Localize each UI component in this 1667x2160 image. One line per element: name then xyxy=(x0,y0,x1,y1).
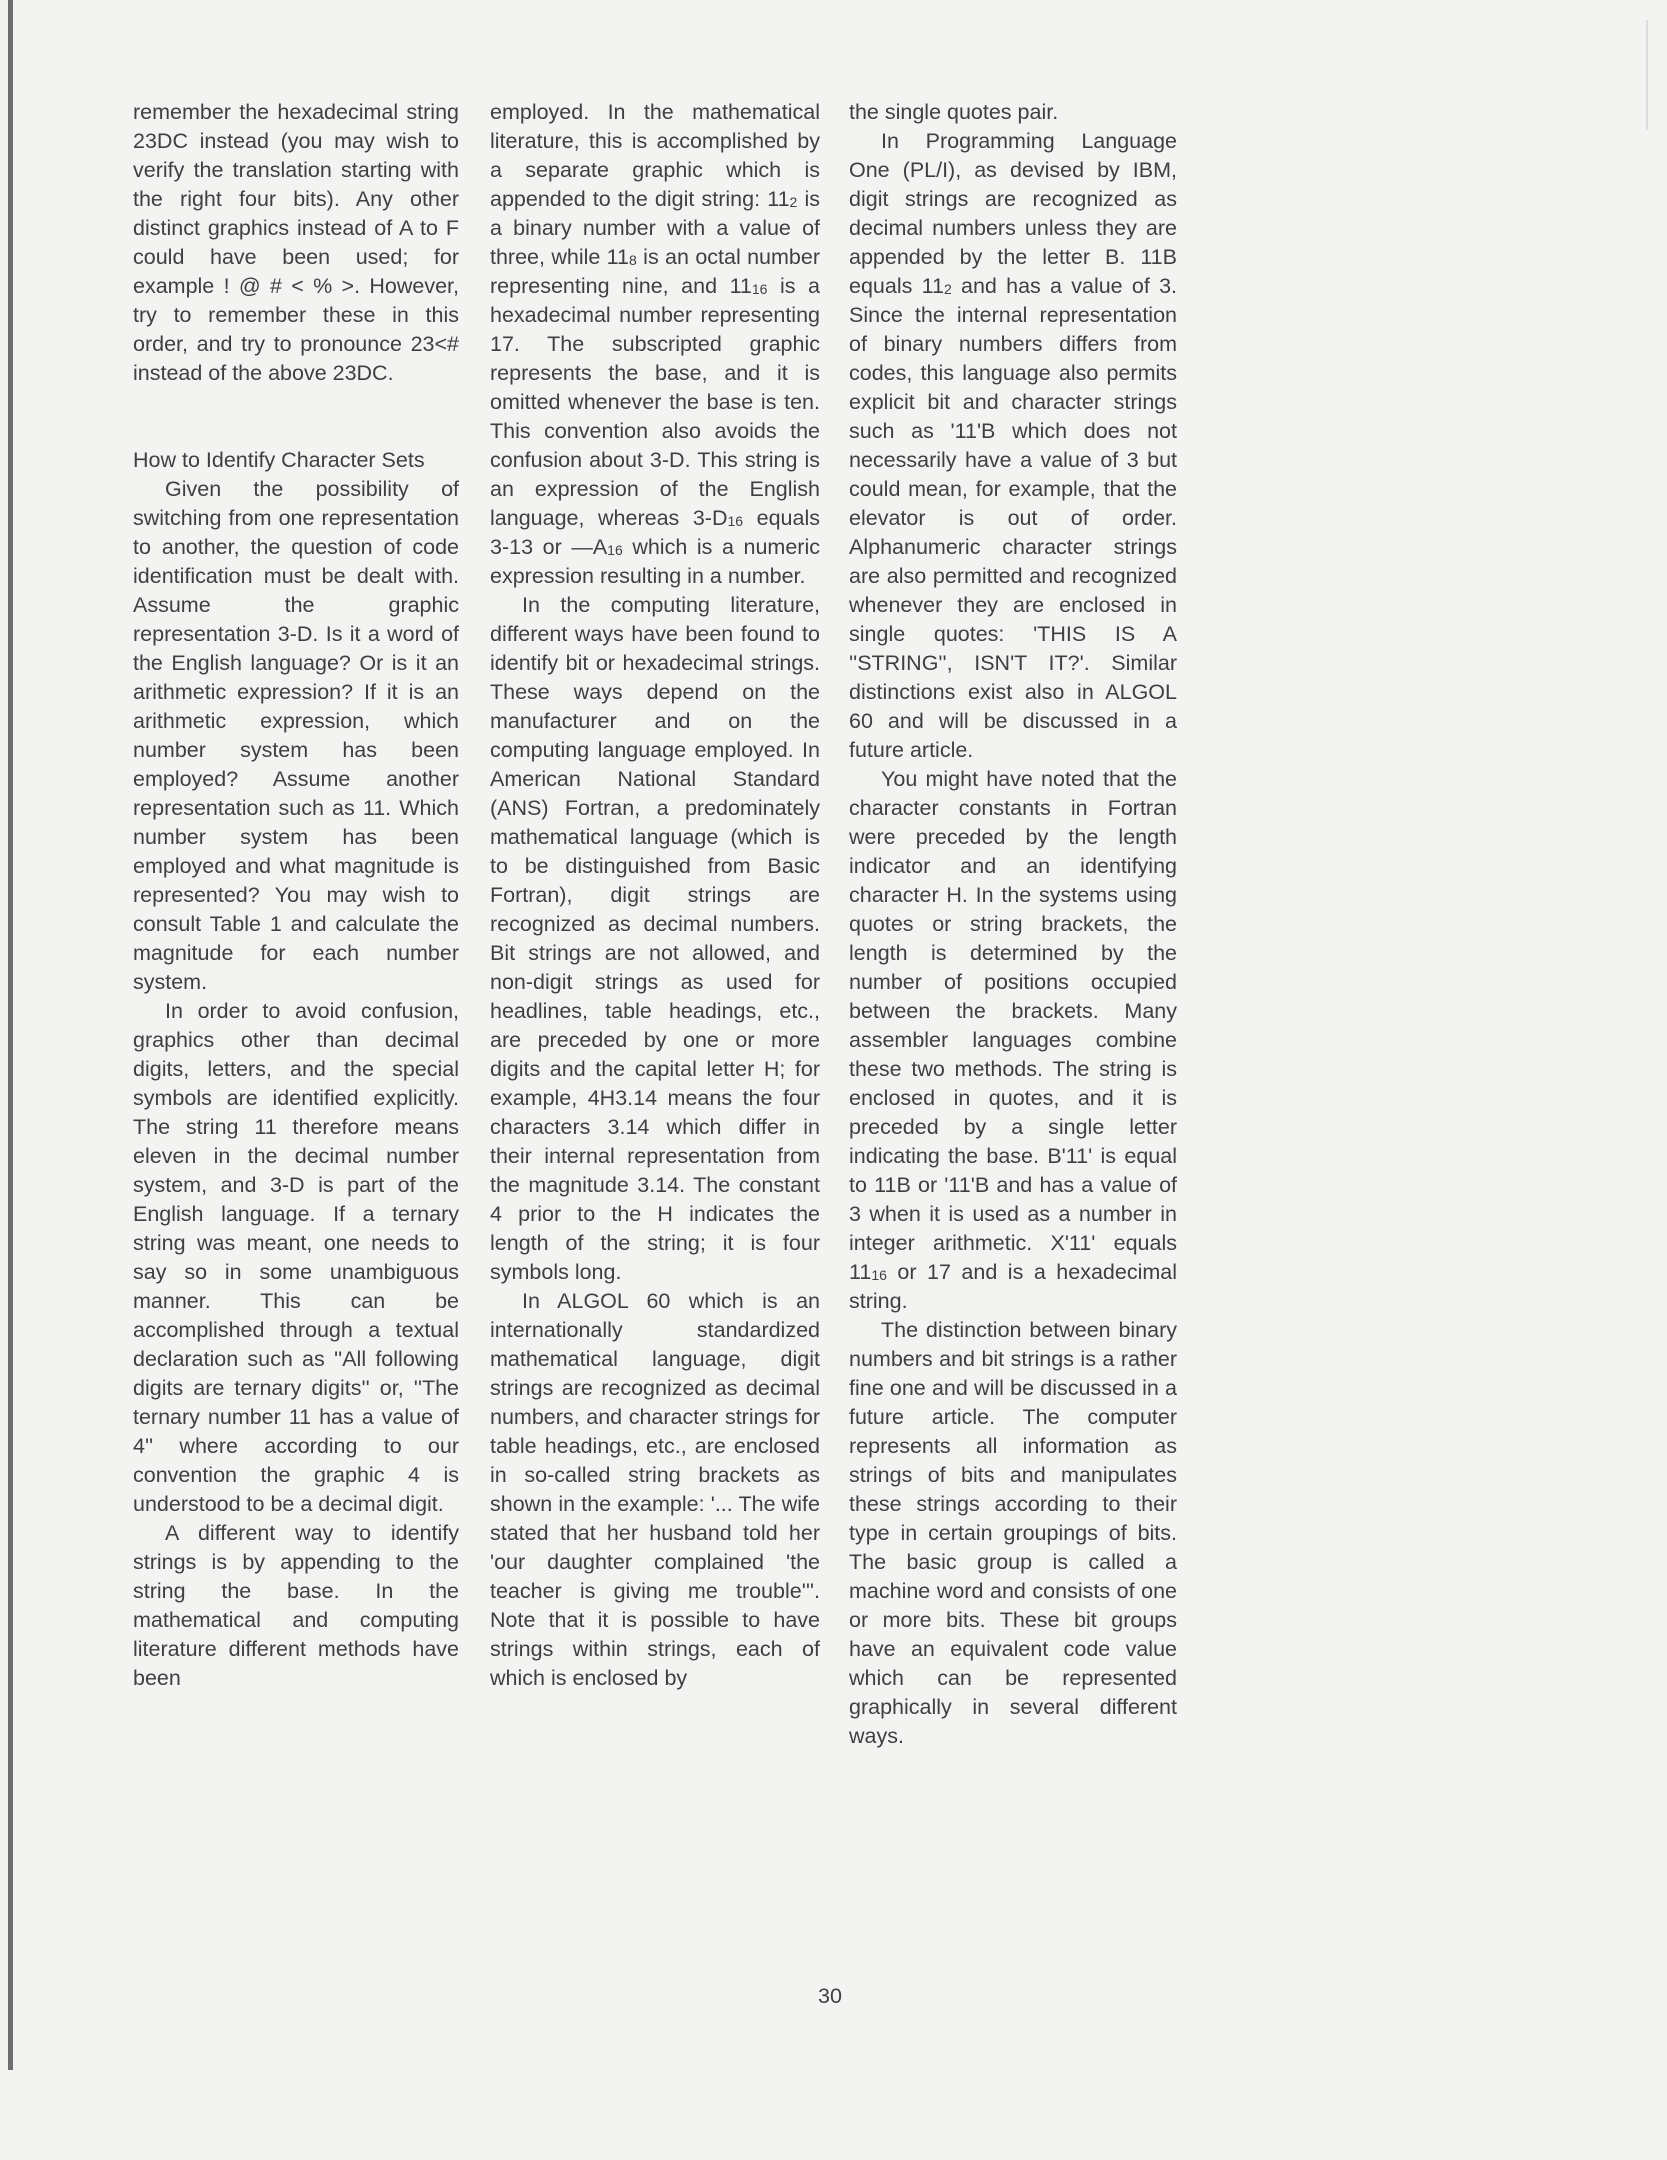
page-right-mark xyxy=(1646,20,1648,130)
paragraph: In Programming Language One (PL/I), as devised by IBM, digit strings are recognized as decimal numbers unless they are appended by the letter B. 11B equals $11_2$ and has a value of 3. Since the internal representation of binary numbers differs from codes, this language also permits explicit bit and character strings such as '11'B which does not necessarily have a value of 3 but could mean, for example, that the elevator is out of order. Alphanumeric character strings are also permitted and recognized whenever they are enclosed in single quotes: 'THIS IS A ''STRING'', ISN'T IT?'. Similar distinctions exist also in ALGOL 60 and will be discussed in a future article. xyxy=(849,129,1178,762)
text-column-1 xyxy=(133,98,459,1693)
text-column-2 xyxy=(490,98,820,1693)
paragraph: remember the hexadecimal string 23DC instead (you may wish to verify the translation starting with the right four bits). Any other distinct graphics instead of A to F could have been used; for example ! @ # < % >. However, try to remember these in this order, and try to pronounce 23<# instead of the above 23DC. xyxy=(133,100,459,385)
page-left-edge xyxy=(8,0,13,2070)
paragraph: In order to avoid confusion, graphics other than decimal digits, letters, and the special symbols are identified explicitly. The string 11 therefore means eleven in the decimal number system, and 3-D is part of the English language. If a ternary string was meant, one needs to say so in some unambiguous manner. This can be accomplished through a textual declaration such as ''All following digits are ternary digits'' or, ''The ternary number 11 has a value of 4'' where according to our convention the graphic 4 is understood to be a decimal digit. xyxy=(133,999,459,1516)
section-heading: How to Identify Character Sets xyxy=(133,448,425,472)
paragraph: You might have noted that the character constants in Fortran were preceded by the length indicator and an identifying character H. In the systems using quotes or string brackets, the length is determined by the number of positions occupied between the brackets. Many assembler languages combine these two methods. The string is enclosed in quotes, and it is preceded by a single letter indicating the base. B'11' is equal to 11B or '11'B and has a value of 3 when it is used as a number in integer arithmetic. X'11' equals $11_{16}$ or 17 and is a hexadecimal string. xyxy=(849,767,1177,1313)
page-number: 30 xyxy=(818,1984,842,2008)
paragraph: A different way to identify strings is by appending to the string the base. In the mathematical and computing literature different methods have been xyxy=(133,1521,459,1690)
paragraph: Given the possibility of switching from one representation to another, the question of code identification must be dealt with. Assume the graphic representation 3-D. Is it a word of the English language? Or is it an arithmetic expression? If it is an arithmetic expression, which number system has been employed? Assume another representation such as 11. Which number system has been employed and what magnitude is represented? You may wish to consult Table 1 and calculate the magnitude for each number system. xyxy=(133,477,459,994)
text-column-3 xyxy=(849,98,1177,1751)
paragraph: In the computing literature, different ways have been found to identify bit or hexadecimal strings. These ways depend on the manufacturer and on the computing language employed. In American National Standard (ANS) Fortran, a predominately mathematical language (which is to be distinguished from Basic Fortran), digit strings are recognized as decimal numbers. Bit strings are not allowed, and non-digit strings as used for headlines, table headings, etc., are preceded by one or more digits and the capital letter H; for example, 4H3.14 means the four characters 3.14 which differ in their internal representation from the magnitude 3.14. The constant 4 prior to the H indicates the length of the string; it is four symbols long. xyxy=(490,593,820,1284)
paragraph: The distinction between binary numbers and bit strings is a rather fine one and will be discussed in a future article. The computer represents all information as strings of bits and manipulates these strings according to their type in certain groupings of bits. The basic group is called a machine word and consists of one or more bits. These bit groups have an equivalent code value which can be represented graphically in several different ways. xyxy=(849,1318,1177,1748)
paragraph: In ALGOL 60 which is an internationally standardized mathematical language, digit strings are recognized as decimal numbers, and character strings for table headings, etc., are enclosed in so-called string brackets as shown in the example: '... The wife stated that her husband told her 'our daughter complained 'the teacher is giving me trouble'''. Note that it is possible to have strings within strings, each of which is enclosed by xyxy=(490,1289,820,1690)
paragraph: employed. In the mathematical literature, this is accomplished by a separate graphic which is appended to the digit string: $11_2$ is a binary number with a value of three, while $11_8$ is an octal number representing nine, and $11_{16}$ is a hexadecimal number representing 17. The subscripted graphic represents the base, and it is omitted whenever the base is ten. This convention also avoids the confusion about 3-D. This string is an expression of the English language, whereas $3-D_{16}$ equals 3-13 or $—A_{16}$ which is a numeric expression resulting in a number. xyxy=(490,100,821,588)
paragraph: the single quotes pair. xyxy=(849,100,1059,124)
